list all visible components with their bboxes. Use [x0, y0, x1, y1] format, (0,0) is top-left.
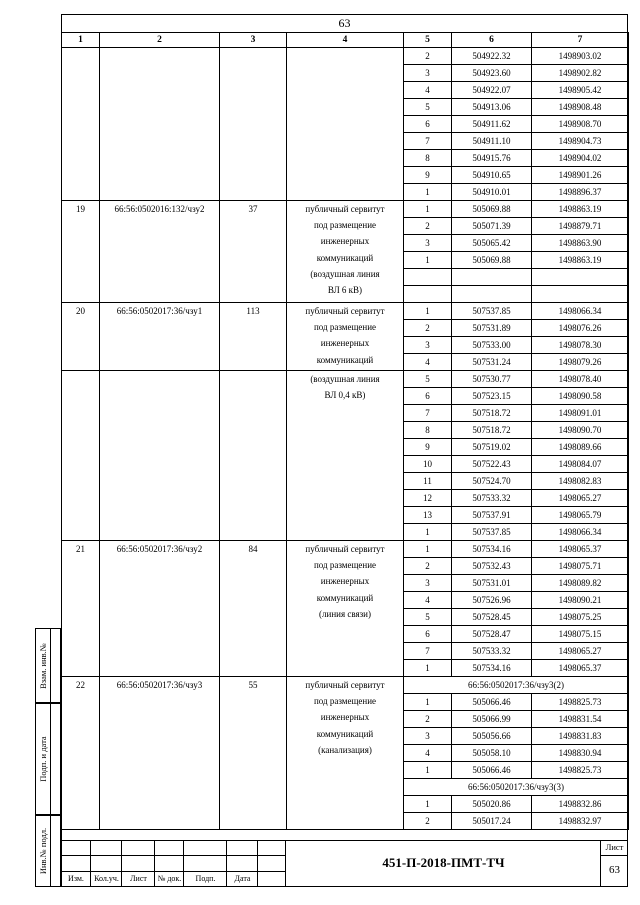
side-label-podp: Подп. и дата [38, 736, 48, 782]
cadastral-number: 66:56:0502017:36/чзу2 [100, 541, 220, 677]
coord-x: 505020.86 [452, 796, 532, 813]
coord-x: 507531.89 [452, 320, 532, 337]
coord-x [452, 269, 532, 286]
coord-y: 1498075.71 [532, 558, 629, 575]
column-header: 1 [62, 33, 100, 48]
coord-x: 505069.88 [452, 201, 532, 218]
description-line: публичный сервитут [305, 204, 385, 214]
column-header: 7 [532, 33, 629, 48]
description-line: коммуникаций [316, 252, 374, 263]
point-number: 6 [404, 116, 452, 133]
coord-x [452, 286, 532, 303]
coord-y: 1498830.94 [532, 745, 629, 762]
table-row [62, 541, 629, 558]
description-line: (линия связи) [319, 608, 371, 619]
coord-x: 505065.42 [452, 235, 532, 252]
point-number: 2 [404, 218, 452, 235]
coord-y: 1498831.54 [532, 711, 629, 728]
sub-part-label: 66:56:0502017:36/чзу3(2) [404, 677, 629, 694]
table-row [62, 677, 629, 694]
coord-y: 1498904.02 [532, 150, 629, 167]
coord-y: 1498065.27 [532, 643, 629, 660]
point-number: 2 [404, 48, 452, 65]
side-box-podp [35, 703, 61, 815]
description-line: коммуникаций [316, 354, 374, 365]
stamp-label-podp: Подп. [195, 874, 216, 883]
description-line: инженерных [320, 338, 370, 349]
coord-x: 504911.62 [452, 116, 532, 133]
coord-x: 507526.96 [452, 592, 532, 609]
description-line: ВЛ 0,4 кВ) [324, 390, 366, 401]
point-number: 4 [404, 745, 452, 762]
point-number: 4 [404, 354, 452, 371]
area-value [220, 48, 287, 201]
point-number: 9 [404, 167, 452, 184]
coord-y: 1498078.40 [532, 371, 629, 388]
coord-x: 504911.10 [452, 133, 532, 150]
side-box-vzam [35, 628, 61, 703]
coord-x: 507531.24 [452, 354, 532, 371]
coord-x: 507533.32 [452, 643, 532, 660]
coord-y: 1498076.26 [532, 320, 629, 337]
cadastral-number: 66:56:0502017:36/чзу3 [100, 677, 220, 830]
point-number: 1 [404, 660, 452, 677]
coord-y: 1498082.83 [532, 473, 629, 490]
coord-x: 507518.72 [452, 405, 532, 422]
coord-y: 1498863.19 [532, 201, 629, 218]
coord-x: 504922.32 [452, 48, 532, 65]
object-number [62, 371, 100, 541]
object-number: 20 [62, 303, 100, 371]
description-line: (канализация) [318, 744, 372, 755]
coord-y: 1498832.97 [532, 813, 629, 830]
coord-x: 507537.85 [452, 524, 532, 541]
coord-y: 1498832.86 [532, 796, 629, 813]
point-number: 1 [404, 201, 452, 218]
point-number: 12 [404, 490, 452, 507]
point-number: 8 [404, 150, 452, 167]
title-block [61, 840, 628, 887]
coord-y: 1498089.66 [532, 439, 629, 456]
coord-y: 1498078.30 [532, 337, 629, 354]
coord-x: 507524.70 [452, 473, 532, 490]
coord-x: 504913.06 [452, 99, 532, 116]
coord-y: 1498075.15 [532, 626, 629, 643]
column-header: 4 [287, 33, 404, 48]
point-number: 9 [404, 439, 452, 456]
coord-y: 1498896.37 [532, 184, 629, 201]
point-number: 1 [404, 541, 452, 558]
point-number: 3 [404, 337, 452, 354]
point-number: 3 [404, 235, 452, 252]
point-number: 6 [404, 626, 452, 643]
encumbrance-description [287, 201, 404, 303]
cadastral-number [100, 48, 220, 201]
cadastral-number: 66:56:0502017:36/чзу1 [100, 303, 220, 371]
coord-y: 1498065.79 [532, 507, 629, 524]
coord-y [532, 286, 629, 303]
description-line: (воздушная линия [310, 268, 380, 279]
coord-x: 504915.76 [452, 150, 532, 167]
coord-x: 505017.24 [452, 813, 532, 830]
description-line: публичный сервитут [305, 306, 385, 316]
point-number: 8 [404, 422, 452, 439]
stamp-label-ndok: № док. [157, 874, 182, 883]
column-header: 2 [100, 33, 220, 48]
coord-y: 1498908.70 [532, 116, 629, 133]
coord-y: 1498090.70 [532, 422, 629, 439]
coord-x: 504922.07 [452, 82, 532, 99]
description-line: коммуникаций [316, 592, 374, 603]
area-value [220, 371, 287, 541]
description-line: публичный сервитут [305, 544, 385, 554]
coord-x: 507533.00 [452, 337, 532, 354]
coord-y: 1498863.90 [532, 235, 629, 252]
point-number: 5 [404, 609, 452, 626]
coord-x: 507534.16 [452, 541, 532, 558]
page-number-top: 63 [338, 16, 351, 30]
coord-y: 1498084.07 [532, 456, 629, 473]
coord-y: 1498079.26 [532, 354, 629, 371]
point-number: 2 [404, 711, 452, 728]
table-header-row [62, 33, 629, 48]
coord-x: 505066.46 [452, 762, 532, 779]
document-code: 451-П-2018-ПМТ-ТЧ [382, 855, 505, 870]
point-number: 1 [404, 796, 452, 813]
point-number: 4 [404, 82, 452, 99]
coord-x: 507537.91 [452, 507, 532, 524]
coord-x: 505069.88 [452, 252, 532, 269]
coord-y: 1498065.27 [532, 490, 629, 507]
object-number: 21 [62, 541, 100, 677]
coord-x: 507533.32 [452, 490, 532, 507]
cadastral-number: 66:56:0502016:132/чзу2 [100, 201, 220, 303]
sub-part-label: 66:56:0502017:36/чзу3(3) [404, 779, 629, 796]
object-number: 19 [62, 201, 100, 303]
point-number: 2 [404, 813, 452, 830]
description-line: под размещение [313, 560, 377, 571]
point-number: 6 [404, 388, 452, 405]
coord-y: 1498066.34 [532, 524, 629, 541]
encumbrance-description [287, 677, 404, 830]
coord-x: 507518.72 [452, 422, 532, 439]
coord-y: 1498090.21 [532, 592, 629, 609]
point-number: 13 [404, 507, 452, 524]
coord-x: 507528.47 [452, 626, 532, 643]
coord-y: 1498091.01 [532, 405, 629, 422]
coord-y: 1498904.73 [532, 133, 629, 150]
point-number: 4 [404, 592, 452, 609]
point-number: 11 [404, 473, 452, 490]
coord-x: 504910.65 [452, 167, 532, 184]
table-row [62, 371, 629, 388]
coord-y: 1498879.71 [532, 218, 629, 235]
side-box-inv [35, 815, 61, 887]
coord-y: 1498903.02 [532, 48, 629, 65]
coord-y: 1498902.82 [532, 65, 629, 82]
coord-y [532, 269, 629, 286]
object-number: 22 [62, 677, 100, 830]
coord-y: 1498090.58 [532, 388, 629, 405]
coord-x: 505058.10 [452, 745, 532, 762]
coord-y: 1498908.48 [532, 99, 629, 116]
coord-y: 1498863.19 [532, 252, 629, 269]
side-label-vzam: Взам. инв.№ [38, 642, 48, 689]
coord-x: 507531.01 [452, 575, 532, 592]
coord-x: 505066.99 [452, 711, 532, 728]
description-line: (воздушная линия [310, 374, 380, 384]
coord-y: 1498065.37 [532, 660, 629, 677]
column-header: 5 [404, 33, 452, 48]
coord-x: 504923.60 [452, 65, 532, 82]
coord-y: 1498066.34 [532, 303, 629, 320]
coord-x: 507534.16 [452, 660, 532, 677]
area-value: 84 [220, 541, 287, 677]
point-number: 5 [404, 371, 452, 388]
coord-y: 1498905.42 [532, 82, 629, 99]
side-label-inv: Инв.№ подл. [38, 827, 48, 875]
point-number: 3 [404, 65, 452, 82]
description-line: под размещение [313, 696, 377, 707]
point-number: 1 [404, 524, 452, 541]
stamp-label-data: Дата [234, 874, 251, 883]
point-number: 3 [404, 575, 452, 592]
point-number: 1 [404, 762, 452, 779]
coord-y: 1498825.73 [532, 762, 629, 779]
stamp-label-list: Лист [130, 874, 147, 883]
coord-x: 507537.85 [452, 303, 532, 320]
table-row [62, 201, 629, 218]
column-header: 3 [220, 33, 287, 48]
point-number: 3 [404, 728, 452, 745]
area-value: 37 [220, 201, 287, 303]
coord-x: 505071.39 [452, 218, 532, 235]
point-number: 5 [404, 99, 452, 116]
sheet-label: Лист [605, 842, 624, 852]
description-line: инженерных [320, 712, 370, 723]
object-number [62, 48, 100, 201]
coord-x: 504910.01 [452, 184, 532, 201]
coord-x: 507519.02 [452, 439, 532, 456]
encumbrance-description [287, 303, 404, 371]
coord-y: 1498065.37 [532, 541, 629, 558]
point-number: 1 [404, 252, 452, 269]
coord-x: 505066.46 [452, 694, 532, 711]
point-number: 10 [404, 456, 452, 473]
point-number [404, 286, 452, 303]
description-line: ВЛ 6 кВ) [327, 284, 363, 295]
point-number: 7 [404, 133, 452, 150]
point-number: 2 [404, 558, 452, 575]
description-line: под размещение [313, 322, 377, 333]
sheet-number: 63 [609, 864, 620, 876]
coord-x: 507522.43 [452, 456, 532, 473]
coord-x: 507528.45 [452, 609, 532, 626]
point-number: 7 [404, 405, 452, 422]
column-header: 6 [452, 33, 532, 48]
coord-y: 1498901.26 [532, 167, 629, 184]
cadastral-number [100, 371, 220, 541]
coord-y: 1498075.25 [532, 609, 629, 626]
description-line: инженерных [320, 576, 370, 587]
table-row [62, 303, 629, 320]
encumbrance-description [287, 541, 404, 677]
encumbrance-description [287, 371, 404, 541]
table-row [62, 48, 629, 65]
description-line: инженерных [320, 236, 370, 247]
coord-y: 1498825.73 [532, 694, 629, 711]
description-line: коммуникаций [316, 728, 374, 739]
point-number [404, 269, 452, 286]
point-number: 7 [404, 643, 452, 660]
area-value: 55 [220, 677, 287, 830]
area-value: 113 [220, 303, 287, 371]
coord-y: 1498831.83 [532, 728, 629, 745]
point-number: 1 [404, 694, 452, 711]
point-number: 2 [404, 320, 452, 337]
encumbrance-description [287, 48, 404, 201]
coordinates-table [61, 32, 629, 830]
stamp-label-koluch: Кол.уч. [94, 874, 119, 883]
coord-x: 507530.77 [452, 371, 532, 388]
point-number: 1 [404, 184, 452, 201]
stamp-label-izm: Изм. [68, 874, 84, 883]
coord-x: 505056.66 [452, 728, 532, 745]
description-line: публичный сервитут [305, 680, 385, 690]
coord-y: 1498089.82 [532, 575, 629, 592]
description-line: под размещение [313, 220, 377, 231]
point-number: 1 [404, 303, 452, 320]
coord-x: 507523.15 [452, 388, 532, 405]
coord-x: 507532.43 [452, 558, 532, 575]
